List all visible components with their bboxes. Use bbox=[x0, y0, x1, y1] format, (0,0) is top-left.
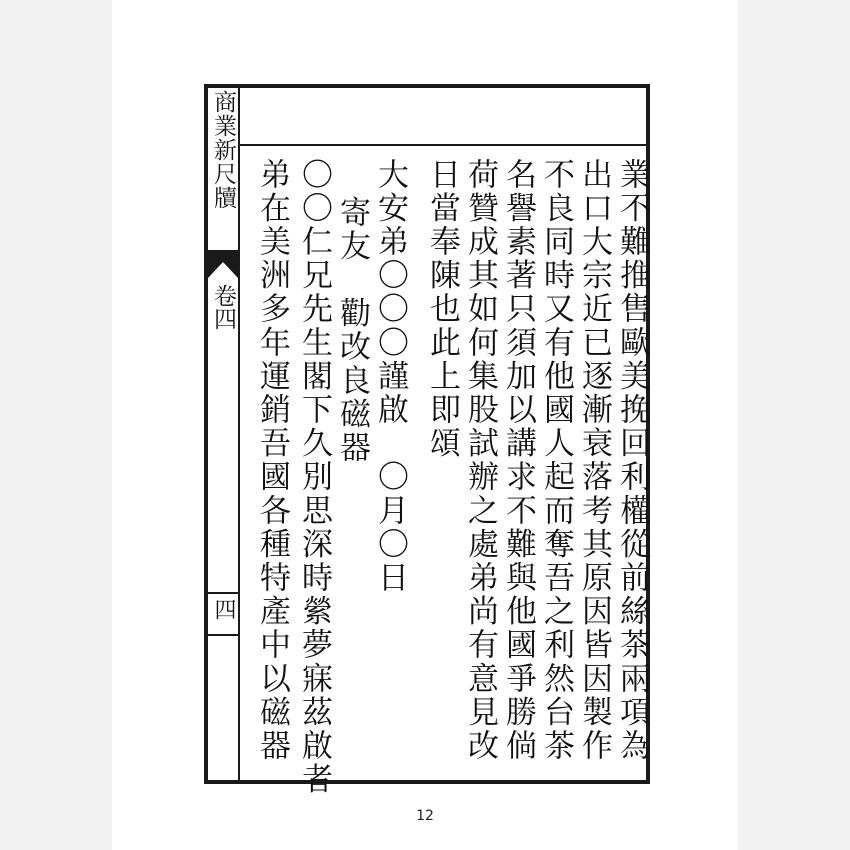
book-title: 商業新尺牘 bbox=[210, 90, 236, 210]
volume-label: 卷四 bbox=[210, 284, 236, 330]
spine-divider bbox=[238, 88, 240, 780]
letter-heading: 寄友 勸改良磁器 bbox=[334, 196, 370, 465]
page-label-rule-bottom bbox=[208, 634, 238, 636]
page-label-rule-top bbox=[208, 592, 238, 594]
header-rule bbox=[238, 144, 646, 146]
text-column-7: 大安弟〇〇〇謹啟 〇月〇日 bbox=[372, 158, 408, 595]
text-column-1: 業不難推售歐美挽回利權從前絲茶兩項為 bbox=[614, 158, 650, 763]
page-number: 12 bbox=[416, 808, 434, 824]
text-column-2: 出口大宗近已逐漸衰落考其原因皆因製作 bbox=[576, 158, 612, 763]
text-column-5: 荷贊成其如何集股試辦之處弟尚有意見改 bbox=[462, 158, 498, 763]
text-column-10: 弟在美洲多年運銷吾國各種特產中以磁器 bbox=[254, 158, 290, 763]
fish-tail-ornament-icon bbox=[208, 250, 238, 278]
text-column-3: 不良同時又有他國人起而奪吾之利然台茶 bbox=[538, 158, 574, 763]
text-column-6: 日當奉陳也此上即頌 bbox=[424, 158, 460, 461]
spine-page-label: 四 bbox=[211, 598, 236, 620]
text-column-9: 〇〇仁兄先生閣下久別思深時縈夢寐茲啟者 bbox=[296, 158, 332, 797]
text-column-4: 名譽素著只須加以講求不難與他國爭勝倘 bbox=[500, 158, 536, 763]
